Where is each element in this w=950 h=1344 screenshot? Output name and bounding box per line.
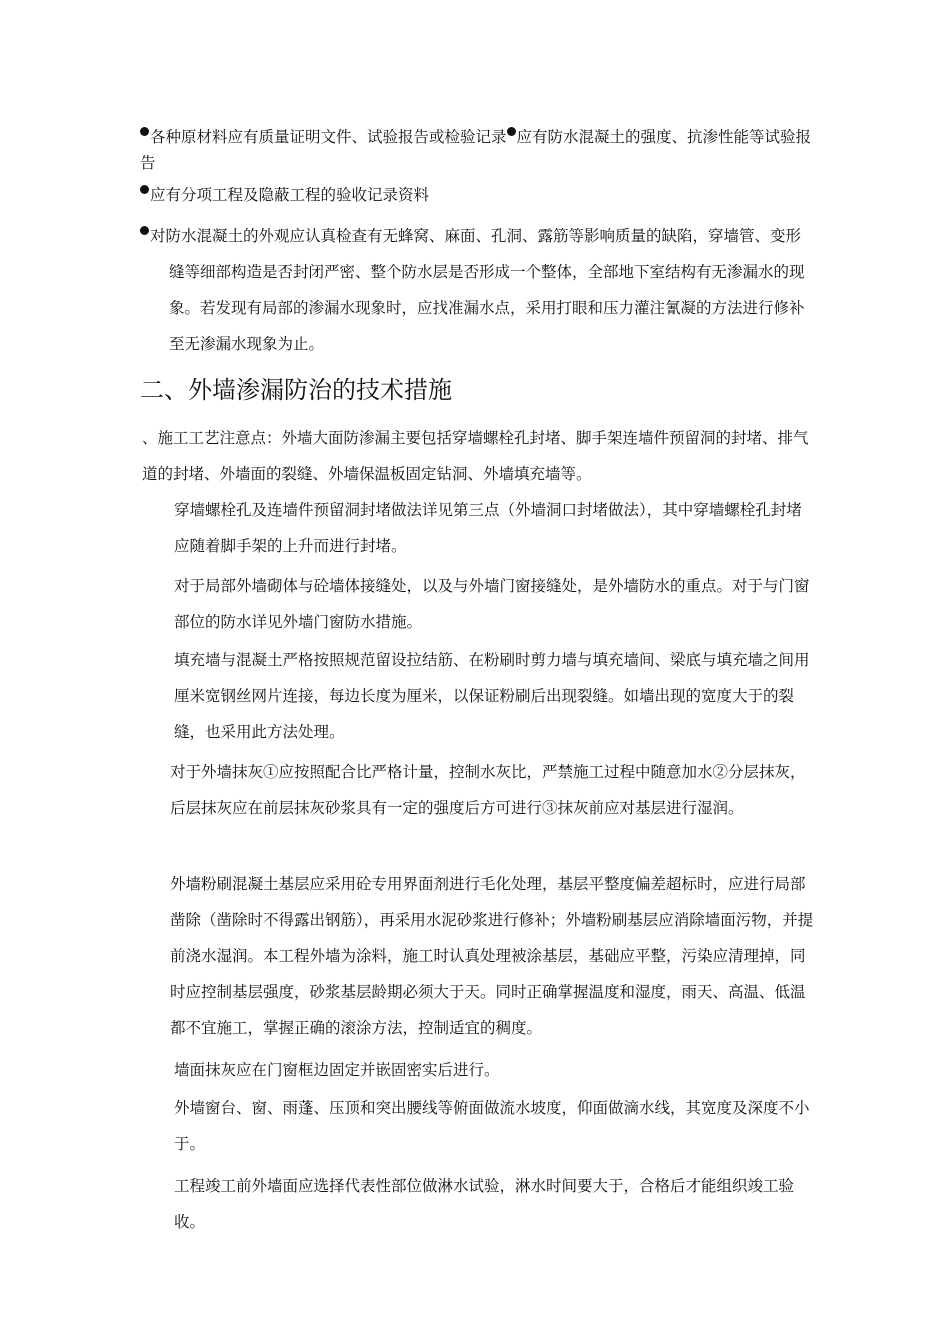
item-paragraph-4: 对于外墙抹灰①应按照配合比严格计量，控制水灰比，严禁施工过程中随意加水②分层抹灰，后层抹灰应在前层抹灰砂浆具有一定的强度后方可进行③抹灰前应对基层进行湿润。: [170, 763, 806, 817]
bullet-dot-icon: [140, 226, 149, 235]
item-paragraph-5: 外墙粉刷混凝土基层应采用砼专用界面剂进行毛化处理，基层平整度偏差超标时，应进行局部凿除（凿除时不得露出钢筋），再采用水泥砂浆进行修补；外墙粉刷基层应消除墙面污物，并提前浇水湿润。本工程外墙为涂料，施工时认真处理被涂基层，基础应平整，污染应清理掉，同时应控制基层强度，砂浆基层龄期必须大于天。同时正确掌握温度和湿度，雨天、高温、低温都不宜施工，掌握正确的滚涂方法，控制适宜的稠度。: [170, 875, 814, 1037]
item-paragraph-1: 穿墙螺栓孔及连墙件预留洞封堵做法详见第三点（外墙洞口封堵做法），其中穿墙螺栓孔封堵应随着脚手架的上升而进行封堵。: [174, 501, 802, 555]
bullet-paragraph-1: [140, 124, 814, 176]
item-paragraph-3: 填充墙与混凝土严格按照规范留设拉结筋、在粉刷时剪力墙与填充墙间、梁底与填充墙之间用厘米宽钢丝网片连接，每边长度为厘米，以保证粉刷后出现裂缝。如墙出现的宽度大于的裂缝，也采用此方法处理。: [174, 651, 810, 741]
item-paragraph-8: 工程竣工前外墙面应选择代表性部位做淋水试验，淋水时间要大于，合格后才能组织竣工验收。: [174, 1177, 795, 1231]
bullet-text: 各种原材料应有质量证明文件、试验报告或检验记录: [150, 128, 507, 146]
bullet-text: 应有防水混凝土的强度、抗渗性能等试验报告: [140, 128, 812, 172]
bullet-dot-icon: [140, 127, 149, 136]
item-paragraph-7: 外墙窗台、窗、雨蓬、压顶和突出腰线等俯面做流水坡度，仰面做滴水线，其宽度及深度不小于。: [174, 1099, 810, 1153]
bullet-paragraph-2: [140, 182, 814, 208]
bullet-text: 应有分项工程及隐蔽工程的验收记录资料: [150, 186, 430, 204]
bullet-text: 对防水混凝土的外观应认真检查有无蜂窝、麻面、孔洞、露筋等影响质量的缺陷，穿墙管、变形缝等细部构造是否封闭严密、整个防水层是否形成一个整体，全部地下室结构有无渗漏水的现象。若发现有局部的渗漏水现象时，应找准漏水点，采用打眼和压力灌注氰凝的方法进行修补至无渗漏水现象为止。: [150, 227, 805, 353]
intro-paragraph: 、施工工艺注意点：外墙大面防渗漏主要包括穿墙螺栓孔封堵、脚手架连墙件预留洞的封堵、排气道的封堵、外墙面的裂缝、外墙保温板固定钻洞、外墙填充墙等。: [142, 429, 809, 483]
item-paragraph-6: 墙面抹灰应在门窗框边固定并嵌固密实后进行。: [174, 1061, 500, 1079]
section-heading: 二、外墙渗漏防治的技术措施: [140, 376, 452, 404]
bullet-dot-icon: [507, 127, 516, 136]
bullet-paragraph-3: [140, 218, 814, 362]
bullet-dot-icon: [140, 185, 149, 194]
item-paragraph-2: 对于局部外墙砌体与砼墙体接缝处，以及与外墙门窗接缝处，是外墙防水的重点。对于与门窗部位的防水详见外墙门窗防水措施。: [174, 577, 810, 631]
